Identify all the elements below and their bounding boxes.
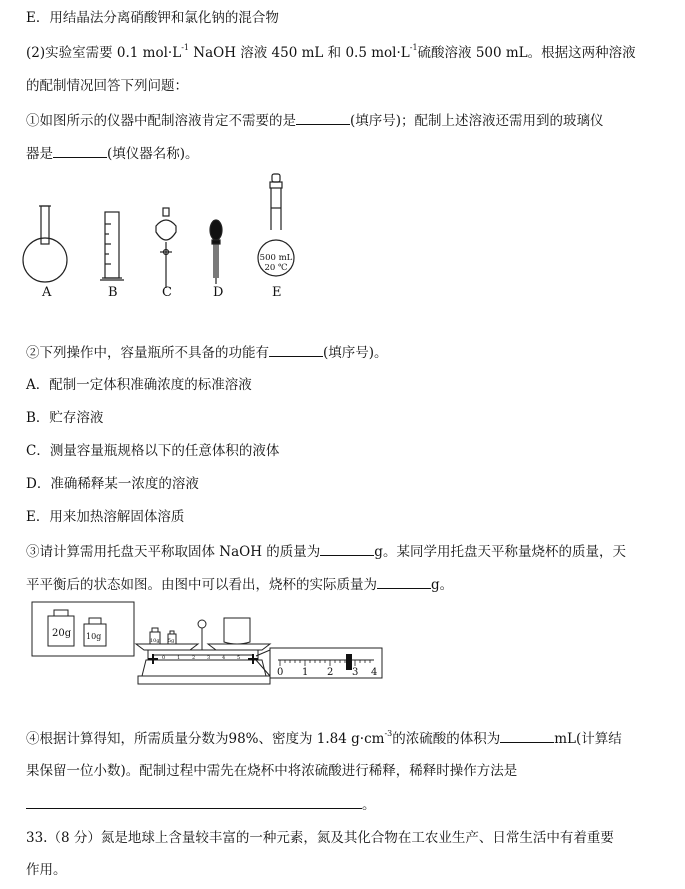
- sq4-text-a: ④根据计算得知，所需质量分数为98%、密度为 1.84 g·cm: [26, 731, 385, 747]
- question-33: 33.（8 分）氮是地球上含量较丰富的一种元素，氮及其化合物在工农业生产、日常生活中有着重要: [26, 830, 614, 846]
- dropper-icon: [210, 220, 222, 284]
- beam-tick-5: 5: [237, 655, 241, 661]
- instruments-figure: [20, 168, 310, 300]
- answer-blank-7[interactable]: [26, 794, 362, 809]
- answer-blank-4[interactable]: [320, 541, 374, 556]
- q2-text-b: NaOH 溶液 450 mL 和 0.5 mol·L: [188, 45, 410, 61]
- flask-capacity-label: 500 mL: [259, 253, 293, 263]
- pan-weight-label-2: 5g: [168, 638, 175, 644]
- subquestion-3-cont: [26, 574, 453, 595]
- sq3-text-b: g。某同学用托盘天平称量烧杯的质量，天: [374, 544, 626, 560]
- unit-superscript: -1: [181, 43, 189, 52]
- sq4-end-mark: 。: [362, 797, 376, 813]
- answer-blank-1[interactable]: [296, 110, 350, 125]
- subquestion-2: [26, 342, 388, 363]
- weight-label-10g: 10g: [86, 632, 102, 641]
- beam-tick-0: 0: [162, 655, 166, 661]
- balance-figure: [28, 600, 388, 692]
- subquestion-4: [26, 728, 622, 749]
- sq4-text-c: mL(计算结: [554, 731, 622, 747]
- scale-tick-4: 4: [371, 667, 378, 678]
- subquestion-4-cont: 果保留一位小数)。配制过程中需先在烧杯中将浓硫酸进行稀释，稀释时操作方法是: [26, 763, 518, 779]
- question-33-cont: 作用。: [26, 862, 67, 878]
- instrument-label-b: B: [108, 285, 118, 300]
- scale-tick-1: 1: [302, 667, 309, 678]
- sq1-text-d: (填仪器名称)。: [107, 146, 199, 162]
- instrument-label-a: A: [42, 285, 52, 300]
- sq3-text-d: g。: [431, 577, 454, 593]
- graduated-cylinder-icon: [100, 212, 124, 280]
- option-a: A．配制一定体积准确浓度的标准溶液: [26, 377, 252, 393]
- scale-tick-2: 2: [327, 667, 334, 678]
- sq1-text-b: (填序号)；配制上述溶液还需用到的玻璃仪: [350, 113, 604, 129]
- density-unit-superscript: -3: [384, 729, 393, 738]
- subquestion-1: [26, 110, 604, 131]
- sq2-text-b: (填序号)。: [323, 345, 388, 361]
- sq2-text-a: ②下列操作中，容量瓶所不具备的功能有: [26, 345, 269, 361]
- option-d: D．准确稀释某一浓度的溶液: [26, 476, 199, 492]
- subquestion-1-cont: [26, 143, 199, 164]
- instrument-label-e: E: [272, 285, 282, 300]
- beam-tick-2: 2: [192, 655, 196, 661]
- beam-tick-3: 3: [207, 655, 211, 661]
- option-e-line: E．用结晶法分离硝酸钾和氯化钠的混合物: [26, 10, 279, 26]
- weight-label-20g: 20g: [52, 628, 72, 639]
- answer-blank-6[interactable]: [500, 728, 554, 743]
- answer-blank-3[interactable]: [269, 342, 323, 357]
- beaker-icon: [224, 618, 250, 644]
- sq4-text-b: 的浓硫酸的体积为: [392, 731, 501, 747]
- q2-text-a: (2)实验室需要 0.1 mol·L: [26, 45, 182, 61]
- subquestion-4-answer-line: [26, 794, 376, 815]
- weights-box: [32, 602, 134, 656]
- option-b: B．贮存溶液: [26, 410, 104, 426]
- answer-blank-2[interactable]: [53, 143, 107, 158]
- pan-weight-label-1: 10g: [150, 638, 160, 644]
- instrument-label-c: C: [162, 285, 172, 300]
- question-2-intro: [26, 43, 636, 63]
- unit-superscript: -1: [409, 43, 418, 52]
- flask-temperature-label: 20 ℃: [264, 263, 288, 273]
- sq3-text-c: 平平衡后的状态如图。由图中可以看出，烧杯的实际质量为: [26, 577, 377, 593]
- sq3-text-a: ③请计算需用托盘天平称取固体 NaOH 的质量为: [26, 544, 321, 560]
- answer-blank-5[interactable]: [377, 574, 431, 589]
- subquestion-3: [26, 541, 626, 562]
- scale-tick-3: 3: [352, 667, 359, 678]
- option-e: E．用来加热溶解固体溶质: [26, 509, 185, 525]
- option-c: C．测量容量瓶规格以下的任意体积的液体: [26, 443, 280, 459]
- q2-text-c: 硫酸溶液 500 mL。根据这两种溶液: [417, 45, 636, 61]
- scale-tick-0: 0: [277, 667, 284, 678]
- instrument-label-d: D: [213, 285, 224, 300]
- sq1-text-c: 器是: [26, 146, 53, 162]
- round-bottom-flask-icon: [23, 206, 67, 282]
- separatory-funnel-icon: [156, 208, 176, 288]
- beam-tick-1: 1: [177, 655, 181, 661]
- sq1-text-a: ①如图所示的仪器中配制溶液肯定不需要的是: [26, 113, 296, 129]
- beam-tick-4: 4: [222, 655, 226, 661]
- question-2-intro-cont: 的配制情况回答下列问题：: [26, 78, 188, 94]
